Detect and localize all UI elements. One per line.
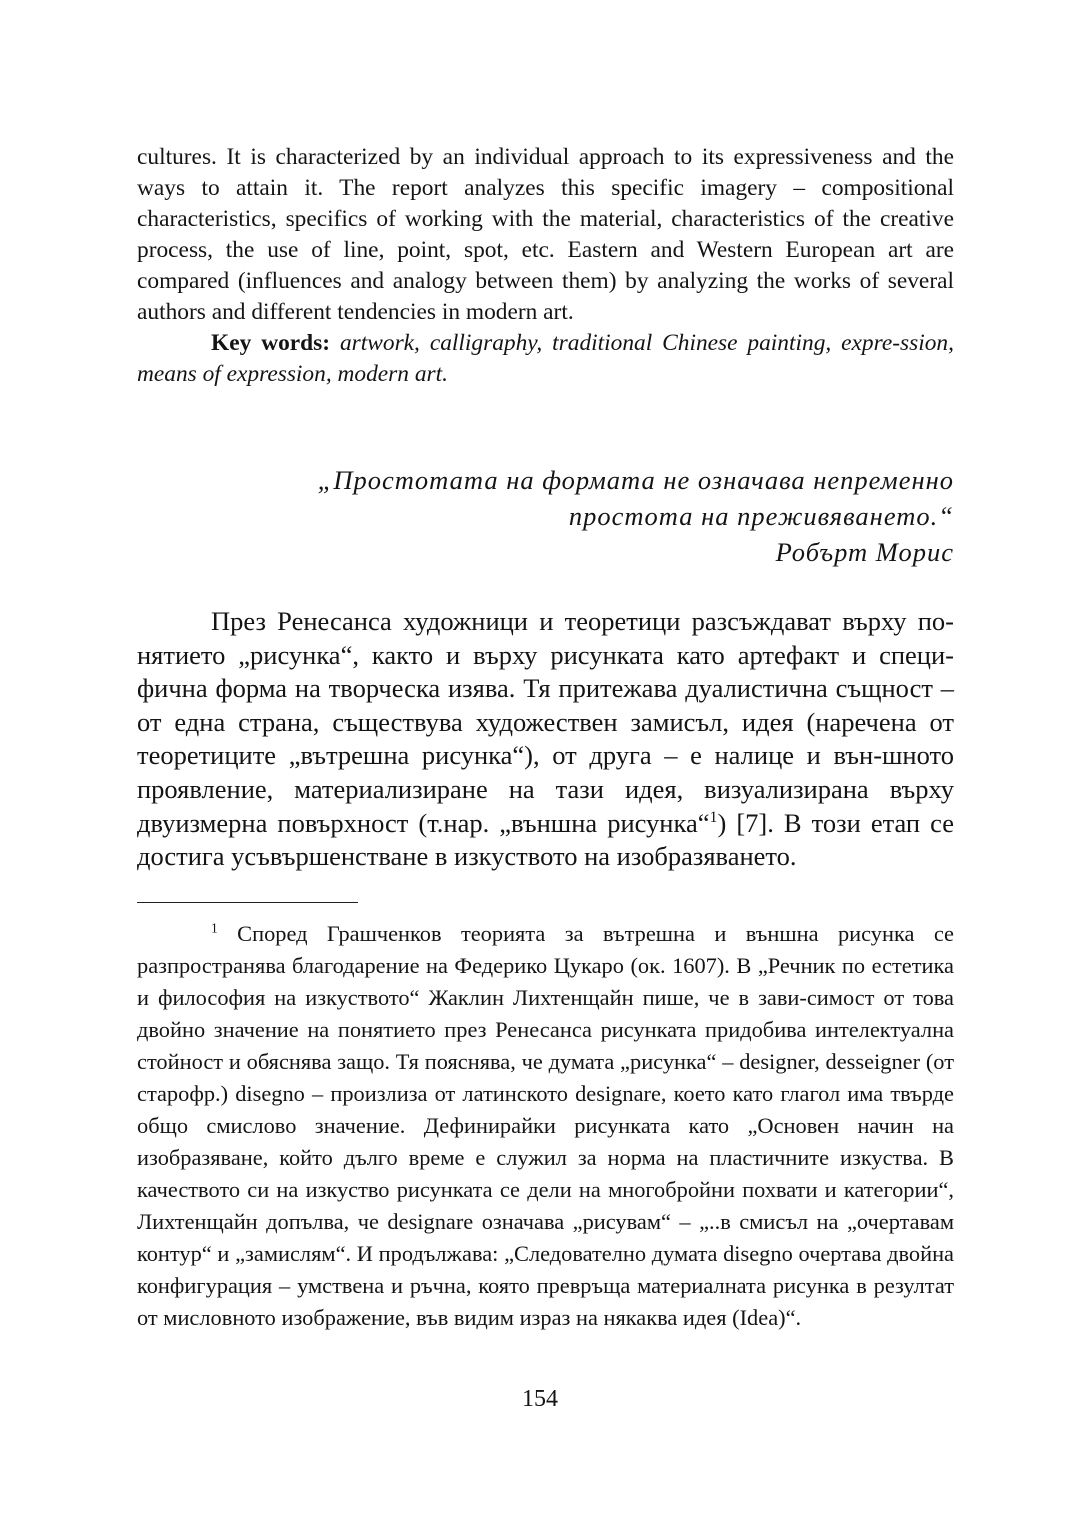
footnote-number: 1 xyxy=(211,920,218,936)
footnote-text: Според Грашченков теорията за вътрешна и външна рисунка се разпространява благодарение на Федерико Цукаро (ок. 1607). В „Речник по естетика и философия на изкуството“ Жаклин Лихтенщайн пише, че в зави-симост от това двойно значение на понятието през Ренесанса рисунката придобива интелектуална стойност и обяснява защо. Тя пояснява, че думата „рисунка“ – designer, desseigner (от старофр.) disegno – произлиза от латинското designare, което като глагол има твърде общо смислово значение. Дефинирайки рисунката като „Основен начин на изобразяване, който дълго време е служил за норма на пластичните изкуства. В качеството си на изкуство рисунката се дели на многобройни похвати и категории“, Лихтенщайн допълва, че designare означава „рисувам“ – „..в смисъл на „очертавам контур“ и „замислям“. И продължава: „Следователно думата disegno очертава двойна конфигурация – умствена и ръчна, която превръща материалната рисунка в резултат от мисловното изображение, във видим израз на някаква идея (Idea)“. xyxy=(137,921,954,1330)
keywords-text: artwork, calligraphy, traditional Chinese painting, expre-ssion, means of expression, modern art. xyxy=(137,330,954,387)
epigraph-line-2: простота на преживяването.“ xyxy=(568,501,954,531)
footnote-reference: 1 xyxy=(709,808,718,826)
footnote xyxy=(137,918,954,1334)
abstract-block xyxy=(137,142,954,390)
epigraph-line-1: „Простотата на формата не означава непременно xyxy=(317,465,954,495)
body-text xyxy=(137,605,954,874)
epigraph xyxy=(137,462,954,570)
footnote-separator xyxy=(137,902,358,903)
body-text-after-note: ) [7]. В този етап се достига усъвършенстване в изкуството на изобразяването. xyxy=(137,807,954,872)
keywords-paragraph xyxy=(137,328,954,390)
epigraph-author: Робърт Морис xyxy=(775,537,954,567)
footnote-paragraph xyxy=(137,918,954,1334)
body-paragraph xyxy=(137,605,954,874)
abstract-text: cultures. It is characterized by an individual approach to its expressiveness and the ways to attain it. The report analyzes this specific imagery – compositional characteristics, specifics of working with the material, characteristics of the creative process, the use of line, point, spot, etc. Eastern and Western European art are compared (influences and analogy between them) by analyzing the works of several authors and different tendencies in modern art. xyxy=(137,144,954,325)
page-number: 154 xyxy=(522,1386,558,1412)
keywords-label: Key words: xyxy=(211,330,331,356)
body-text-before-note: През Ренесанса художници и теоретици разсъждават върху по-нятието „рисунка“, както и върху рисунката като артефакт и специ-фична форма на творческа изява. Тя притежава дуалистична същност – от една страна, съществува художествен замисъл, идея (наречена от теоретиците „вътрешна рисунка“), от друга – е налице и вън-шното проявление, материализиране на тази идея, визуализирана върху двуизмерна повърхност (т.нар. „външна рисунка“ xyxy=(137,606,954,838)
